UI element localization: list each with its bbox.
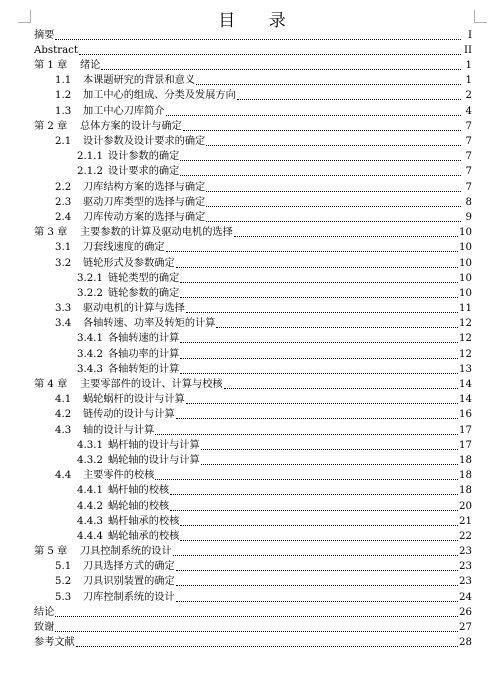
toc-entry-title: 加工中心刀库简介 <box>83 105 165 117</box>
toc-entry-number: 4.3 <box>55 424 72 436</box>
toc-entry-number: 2.3 <box>55 196 72 208</box>
toc-entry-title: 刀库传动方案的选择与确定 <box>83 211 206 223</box>
toc-entry-page: 23 <box>459 576 472 588</box>
toc-entry[interactable] <box>34 376 472 391</box>
dot-leader <box>186 402 458 404</box>
toc-entry[interactable] <box>34 27 472 42</box>
toc-entry-page: I <box>467 29 472 41</box>
toc-entry-page: 17 <box>459 424 472 436</box>
toc-entry-title: 蜗杆轴承的校核 <box>108 515 180 527</box>
dot-leader <box>176 584 458 586</box>
toc-entry-title: 轴的设计与计算 <box>83 424 155 436</box>
toc-entry-number: 4.4.3 <box>77 515 103 527</box>
toc-entry-page: 23 <box>459 561 472 573</box>
toc-entry-title: 结论 <box>34 606 55 618</box>
toc-entry[interactable] <box>34 437 472 452</box>
dot-leader <box>201 463 458 465</box>
toc-entry-page: 17 <box>459 439 472 451</box>
toc-entry-page: 23 <box>459 546 472 558</box>
toc-entry[interactable] <box>34 163 472 178</box>
toc-entry-title: 加工中心的组成、分类及发展方向 <box>83 90 236 102</box>
toc-entry-page: 21 <box>459 515 472 527</box>
toc-entry-title: 蜗轮轴的设计与计算 <box>108 454 200 466</box>
toc-entry[interactable] <box>34 558 472 573</box>
toc-entry-page: 16 <box>459 409 472 421</box>
dot-leader <box>201 448 458 450</box>
toc-entry-page: 10 <box>459 287 472 299</box>
toc-entry-page: 8 <box>465 196 472 208</box>
toc-entry-page: 11 <box>459 303 472 315</box>
toc-entry-number: 3.4.1 <box>77 333 103 345</box>
dot-leader <box>101 68 461 70</box>
table-of-contents <box>34 27 472 650</box>
toc-entry[interactable] <box>34 148 472 163</box>
toc-entry-number: 1.2 <box>55 90 72 102</box>
toc-entry-number: 1.1 <box>55 75 72 87</box>
toc-entry-page: 14 <box>459 394 472 406</box>
toc-entry-title: 各轴转矩的计算 <box>108 363 180 375</box>
toc-title: 目 录 <box>218 11 300 31</box>
toc-entry[interactable] <box>34 72 472 87</box>
toc-entry-number: 4.4.2 <box>77 500 103 512</box>
toc-entry-page: 1 <box>465 75 472 87</box>
dot-leader <box>155 478 458 480</box>
toc-entry-number: 1.3 <box>55 105 72 117</box>
toc-entry[interactable] <box>34 406 472 421</box>
toc-entry-page: 28 <box>459 637 472 649</box>
toc-entry-title: 链轮参数的确定 <box>108 287 180 299</box>
dot-leader <box>180 159 461 161</box>
toc-entry[interactable] <box>34 300 472 315</box>
dot-leader <box>176 600 458 602</box>
toc-entry[interactable] <box>34 57 472 72</box>
toc-entry-title: 刀具控制系统的设计 <box>80 546 172 558</box>
toc-entry-title: 链轮形式及参数确定 <box>83 257 175 269</box>
toc-entry-page: 9 <box>465 211 472 223</box>
toc-entry[interactable] <box>34 285 472 300</box>
toc-entry[interactable] <box>34 528 472 543</box>
toc-entry-page: II <box>463 44 472 56</box>
dot-leader <box>180 524 458 526</box>
toc-entry-title: 主要零件的校核 <box>83 470 155 482</box>
toc-entry[interactable] <box>34 194 472 209</box>
toc-entry-title: 链传动的设计与计算 <box>83 409 175 421</box>
toc-entry[interactable] <box>34 87 472 102</box>
toc-entry-number: 第 3 章 <box>34 227 68 239</box>
toc-entry-page: 7 <box>465 136 472 147</box>
toc-entry-page: 22 <box>459 530 472 542</box>
toc-entry[interactable] <box>34 178 472 193</box>
dot-leader <box>180 539 458 541</box>
toc-entry-number: 3.4.2 <box>77 348 103 360</box>
dot-leader <box>180 174 461 176</box>
toc-entry[interactable] <box>34 345 472 360</box>
dot-leader <box>166 250 459 252</box>
toc-entry[interactable] <box>34 270 472 285</box>
toc-entry-page: 7 <box>465 181 472 193</box>
toc-entry-page: 10 <box>459 257 472 269</box>
dot-leader <box>176 569 458 571</box>
toc-entry-number: 2.1 <box>55 136 72 147</box>
toc-entry-number: 5.2 <box>55 576 72 588</box>
toc-entry[interactable] <box>34 102 472 117</box>
toc-entry-page: 18 <box>459 470 472 482</box>
toc-entry-title: 总体方案的设计与确定 <box>80 120 182 132</box>
toc-entry-page: 24 <box>459 591 472 603</box>
toc-entry[interactable] <box>34 619 472 634</box>
toc-entry[interactable] <box>34 482 472 497</box>
toc-entry-page: 7 <box>465 120 472 132</box>
toc-entry-number: 3.4 <box>55 318 72 330</box>
toc-entry-title: 驱动刀库类型的选择与确定 <box>83 196 206 208</box>
toc-entry-title: 链轮类型的确定 <box>108 272 180 284</box>
toc-entry-title: 蜗杆轴的校核 <box>108 485 170 497</box>
dot-leader <box>186 311 458 313</box>
toc-entry-number: 4.3.2 <box>77 454 103 466</box>
toc-entry[interactable] <box>34 543 472 558</box>
toc-entry-page: 13 <box>459 363 472 375</box>
toc-entry-title: 参考文献 <box>34 637 75 649</box>
toc-entry-title: 设计要求的确定 <box>108 166 180 178</box>
toc-entry[interactable] <box>34 513 472 528</box>
dot-leader <box>180 296 458 298</box>
toc-entry-title: 各轴转速的计算 <box>108 333 180 345</box>
toc-entry[interactable] <box>34 209 472 224</box>
toc-entry-number: 4.1 <box>55 394 72 406</box>
toc-entry-number: 第 5 章 <box>34 546 68 558</box>
toc-entry-title: 刀具选择方式的确定 <box>83 561 175 573</box>
toc-entry[interactable] <box>34 497 472 512</box>
toc-entry-title: 刀具识别装置的确定 <box>83 576 175 588</box>
dot-leader <box>234 235 458 237</box>
toc-entry-number: 第 1 章 <box>34 60 68 72</box>
toc-entry-page: 2 <box>465 90 472 102</box>
toc-entry[interactable] <box>34 239 472 254</box>
toc-entry-page: 12 <box>459 348 472 360</box>
toc-entry-page: 27 <box>459 622 472 633</box>
toc-entry-title: 摘要 <box>34 29 55 41</box>
toc-entry-number: 5.3 <box>55 591 72 603</box>
toc-entry-title: 设计参数的确定 <box>108 151 180 163</box>
toc-entry-number: 4.3.1 <box>77 439 103 451</box>
dot-leader <box>176 417 458 419</box>
dot-leader <box>183 129 461 131</box>
dot-leader <box>76 645 458 647</box>
toc-entry-title: 各轴转速、功率及转矩的计算 <box>83 318 216 330</box>
dot-leader <box>180 372 458 374</box>
dot-leader <box>79 53 461 55</box>
toc-entry-number: 3.2.1 <box>77 272 103 284</box>
toc-entry[interactable] <box>34 452 472 467</box>
toc-entry-number: 3.1 <box>55 242 72 254</box>
toc-entry[interactable] <box>34 133 472 148</box>
toc-entry-title: 绪论 <box>80 60 101 72</box>
dot-leader <box>180 357 458 359</box>
toc-entry-page: 12 <box>459 318 472 330</box>
dot-leader <box>55 38 461 40</box>
toc-entry[interactable] <box>34 604 472 619</box>
toc-entry-title: 主要零部件的设计、计算与校核 <box>80 379 223 390</box>
dot-leader <box>237 98 461 100</box>
dot-leader <box>206 205 461 207</box>
toc-entry-page: 10 <box>459 272 472 284</box>
toc-entry-number: 2.1.1 <box>77 151 103 163</box>
dot-leader <box>206 220 461 222</box>
toc-entry-number: 2.4 <box>55 211 72 223</box>
toc-entry-title: 各轴功率的计算 <box>108 348 180 360</box>
toc-entry-page: 18 <box>459 454 472 466</box>
toc-entry[interactable] <box>34 254 472 269</box>
toc-entry-page: 12 <box>459 333 472 345</box>
toc-entry-title: 致谢 <box>34 622 55 633</box>
toc-entry-title: Abstract <box>34 44 78 56</box>
dot-leader <box>176 266 458 268</box>
toc-entry-page: 1 <box>465 60 472 72</box>
dot-leader <box>224 387 458 389</box>
toc-entry[interactable] <box>34 330 472 345</box>
toc-entry[interactable] <box>34 118 472 133</box>
toc-entry-page: 7 <box>465 151 472 163</box>
toc-entry-page: 10 <box>459 242 472 254</box>
toc-entry-title: 设计参数及设计要求的确定 <box>83 136 206 147</box>
toc-entry-number: 3.2.2 <box>77 287 103 299</box>
toc-entry[interactable] <box>34 588 472 603</box>
toc-entry-page: 7 <box>465 166 472 178</box>
toc-entry-number: 4.2 <box>55 409 72 421</box>
toc-entry[interactable] <box>34 42 472 57</box>
toc-entry-number: 3.3 <box>55 303 72 315</box>
dot-leader <box>180 341 458 343</box>
dot-leader <box>206 190 461 192</box>
toc-entry-title: 驱动电机的计算与选择 <box>83 303 185 315</box>
toc-entry-title: 蜗轮轴承的校核 <box>108 530 180 542</box>
toc-entry-number: 5.1 <box>55 561 72 573</box>
toc-entry-number: 4.4.1 <box>77 485 103 497</box>
toc-entry-number: 3.4.3 <box>77 363 103 375</box>
toc-entry-page: 14 <box>459 379 472 390</box>
toc-entry-number: 4.4.4 <box>77 530 103 542</box>
toc-entry[interactable] <box>34 391 472 406</box>
toc-entry-page: 20 <box>459 500 472 512</box>
toc-entry-number: 4.4 <box>55 470 72 482</box>
dot-leader <box>206 144 461 146</box>
toc-entry-title: 本课题研究的背景和意义 <box>83 75 196 87</box>
dot-leader <box>216 326 458 328</box>
toc-entry[interactable] <box>34 467 472 482</box>
toc-entry-page: 26 <box>459 606 472 618</box>
dot-leader <box>170 493 458 495</box>
toc-entry-number: 第 4 章 <box>34 379 68 390</box>
toc-entry-page: 4 <box>465 105 472 117</box>
dot-leader <box>166 114 462 116</box>
dot-leader <box>196 83 461 85</box>
dot-leader <box>155 433 458 435</box>
dot-leader <box>170 509 458 511</box>
toc-entry[interactable] <box>34 361 472 376</box>
toc-entry-number: 2.1.2 <box>77 166 103 178</box>
toc-entry-title: 主要参数的计算及驱动电机的选择 <box>80 227 233 239</box>
toc-entry-title: 蜗轮轴的校核 <box>108 500 170 512</box>
toc-entry-page: 18 <box>459 485 472 497</box>
toc-entry[interactable] <box>34 315 472 330</box>
dot-leader <box>180 281 458 283</box>
toc-entry[interactable] <box>34 224 472 239</box>
dot-leader <box>55 630 458 632</box>
toc-entry-title: 刀库结构方案的选择与确定 <box>83 181 206 193</box>
toc-entry-title: 蜗轮蜗杆的设计与计算 <box>83 394 185 406</box>
toc-entry-title: 刀库控制系统的设计 <box>83 591 175 603</box>
dot-leader <box>55 615 458 617</box>
toc-entry-title: 蜗杆轴的设计与计算 <box>108 439 200 451</box>
toc-entry-title: 刀套线速度的确定 <box>83 242 165 254</box>
toc-entry-number: 第 2 章 <box>34 120 68 132</box>
toc-entry-number: 3.2 <box>55 257 72 269</box>
toc-entry[interactable] <box>34 573 472 588</box>
dot-leader <box>173 554 458 556</box>
toc-entry[interactable] <box>34 634 472 649</box>
toc-entry[interactable] <box>34 421 472 436</box>
toc-entry-number: 2.2 <box>55 181 72 193</box>
toc-entry-page: 10 <box>459 227 472 239</box>
